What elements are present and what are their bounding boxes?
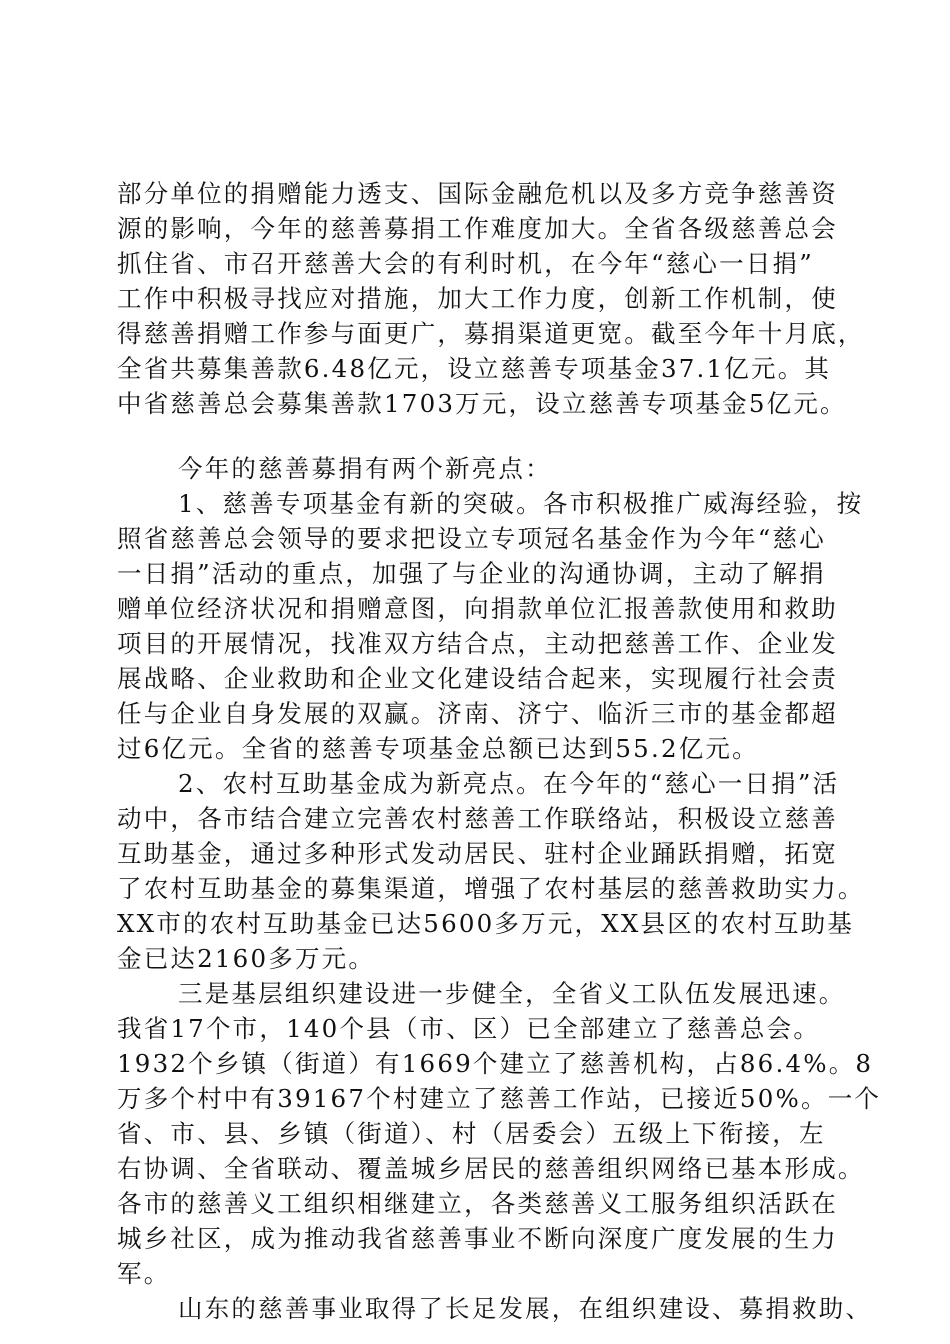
body-line: 部分单位的捐赠能力透支、国际金融危机以及多方竞争慈善资 (117, 179, 838, 208)
body-line: 项目的开展情况，找准双方结合点，主动把慈善工作、企业发 (117, 629, 838, 658)
body-line: 动中，各市结合建立完善农村慈善工作联络站，积极设立慈善 (117, 804, 838, 833)
body-line: 我省17个市，140个县（市、区）已全部建立了慈善总会。 (117, 1014, 821, 1043)
body-line: 山东的慈善事业取得了长足发展，在组织建设、募捐救助、 (178, 1294, 873, 1323)
body-line: 全省共募集善款6.48亿元，设立慈善专项基金37.1亿元。其 (117, 354, 832, 383)
section-intro-line: 今年的慈善募捐有两个新亮点： (178, 454, 552, 483)
body-line: XX市的农村互助基金已达5600多万元，XX县区的农村互助基 (117, 909, 855, 938)
body-line: 金已达2160多万元。 (117, 944, 376, 973)
body-line: 2、农村互助基金成为新亮点。在今年的“慈心一日捐”活 (178, 769, 840, 798)
body-line: 工作中积极寻找应对措施，加大工作力度，创新工作机制，使 (117, 284, 838, 313)
body-line: 各市的慈善义工组织相继建立，各类慈善义工服务组织活跃在 (117, 1189, 838, 1218)
body-line: 中省慈善总会募集善款1703万元，设立慈善专项基金5亿元。 (117, 389, 847, 418)
body-line: 了农村互助基金的募集渠道，增强了农村基层的慈善救助实力。 (117, 874, 865, 903)
body-line: 省、市、县、乡镇（街道）、村（居委会）五级上下衔接，左 (117, 1119, 826, 1148)
body-line: 展战略、企业救助和企业文化建设结合起来，实现履行社会责 (117, 664, 838, 693)
body-line: 1932个乡镇（街道）有1669个建立了慈善机构，占86.4%。8 (117, 1049, 874, 1078)
body-line: 源的影响，今年的慈善募捐工作难度加大。全省各级慈善总会 (117, 214, 838, 243)
body-line: 抓住省、市召开慈善大会的有利时机，在今年“慈心一日捐” (117, 249, 814, 278)
body-line: 军。 (117, 1259, 171, 1288)
body-line: 城乡社区，成为推动我省慈善事业不断向深度广度发展的生力 (117, 1224, 838, 1253)
body-line: 得慈善捐赠工作参与面更广，募捐渠道更宽。截至今年十月底， (117, 319, 865, 348)
body-line: 任与企业自身发展的双赢。济南、济宁、临沂三市的基金都超 (117, 699, 838, 728)
body-line: 一日捐”活动的重点，加强了与企业的沟通协调，主动了解捐 (117, 559, 826, 588)
body-line: 1、慈善专项基金有新的突破。各市积极推广威海经验，按 (178, 489, 864, 518)
body-line: 互助基金，通过多种形式发动居民、驻村企业踊跃捐赠，拓宽 (117, 839, 838, 868)
body-line: 三是基层组织建设进一步健全，全省义工队伍发展迅速。 (178, 979, 846, 1008)
body-line: 照省慈善总会领导的要求把设立专项冠名基金作为今年“慈心 (117, 524, 826, 553)
body-line: 右协调、全省联动、覆盖城乡居民的慈善组织网络已基本形成。 (117, 1154, 865, 1183)
body-line: 万多个村中有39167个村建立了慈善工作站，已接近50%。一个 (117, 1084, 882, 1113)
body-line: 赠单位经济状况和捐赠意图，向捐款单位汇报善款使用和救助 (117, 594, 838, 623)
body-line: 过6亿元。全省的慈善专项基金总额已达到55.2亿元。 (117, 734, 759, 763)
